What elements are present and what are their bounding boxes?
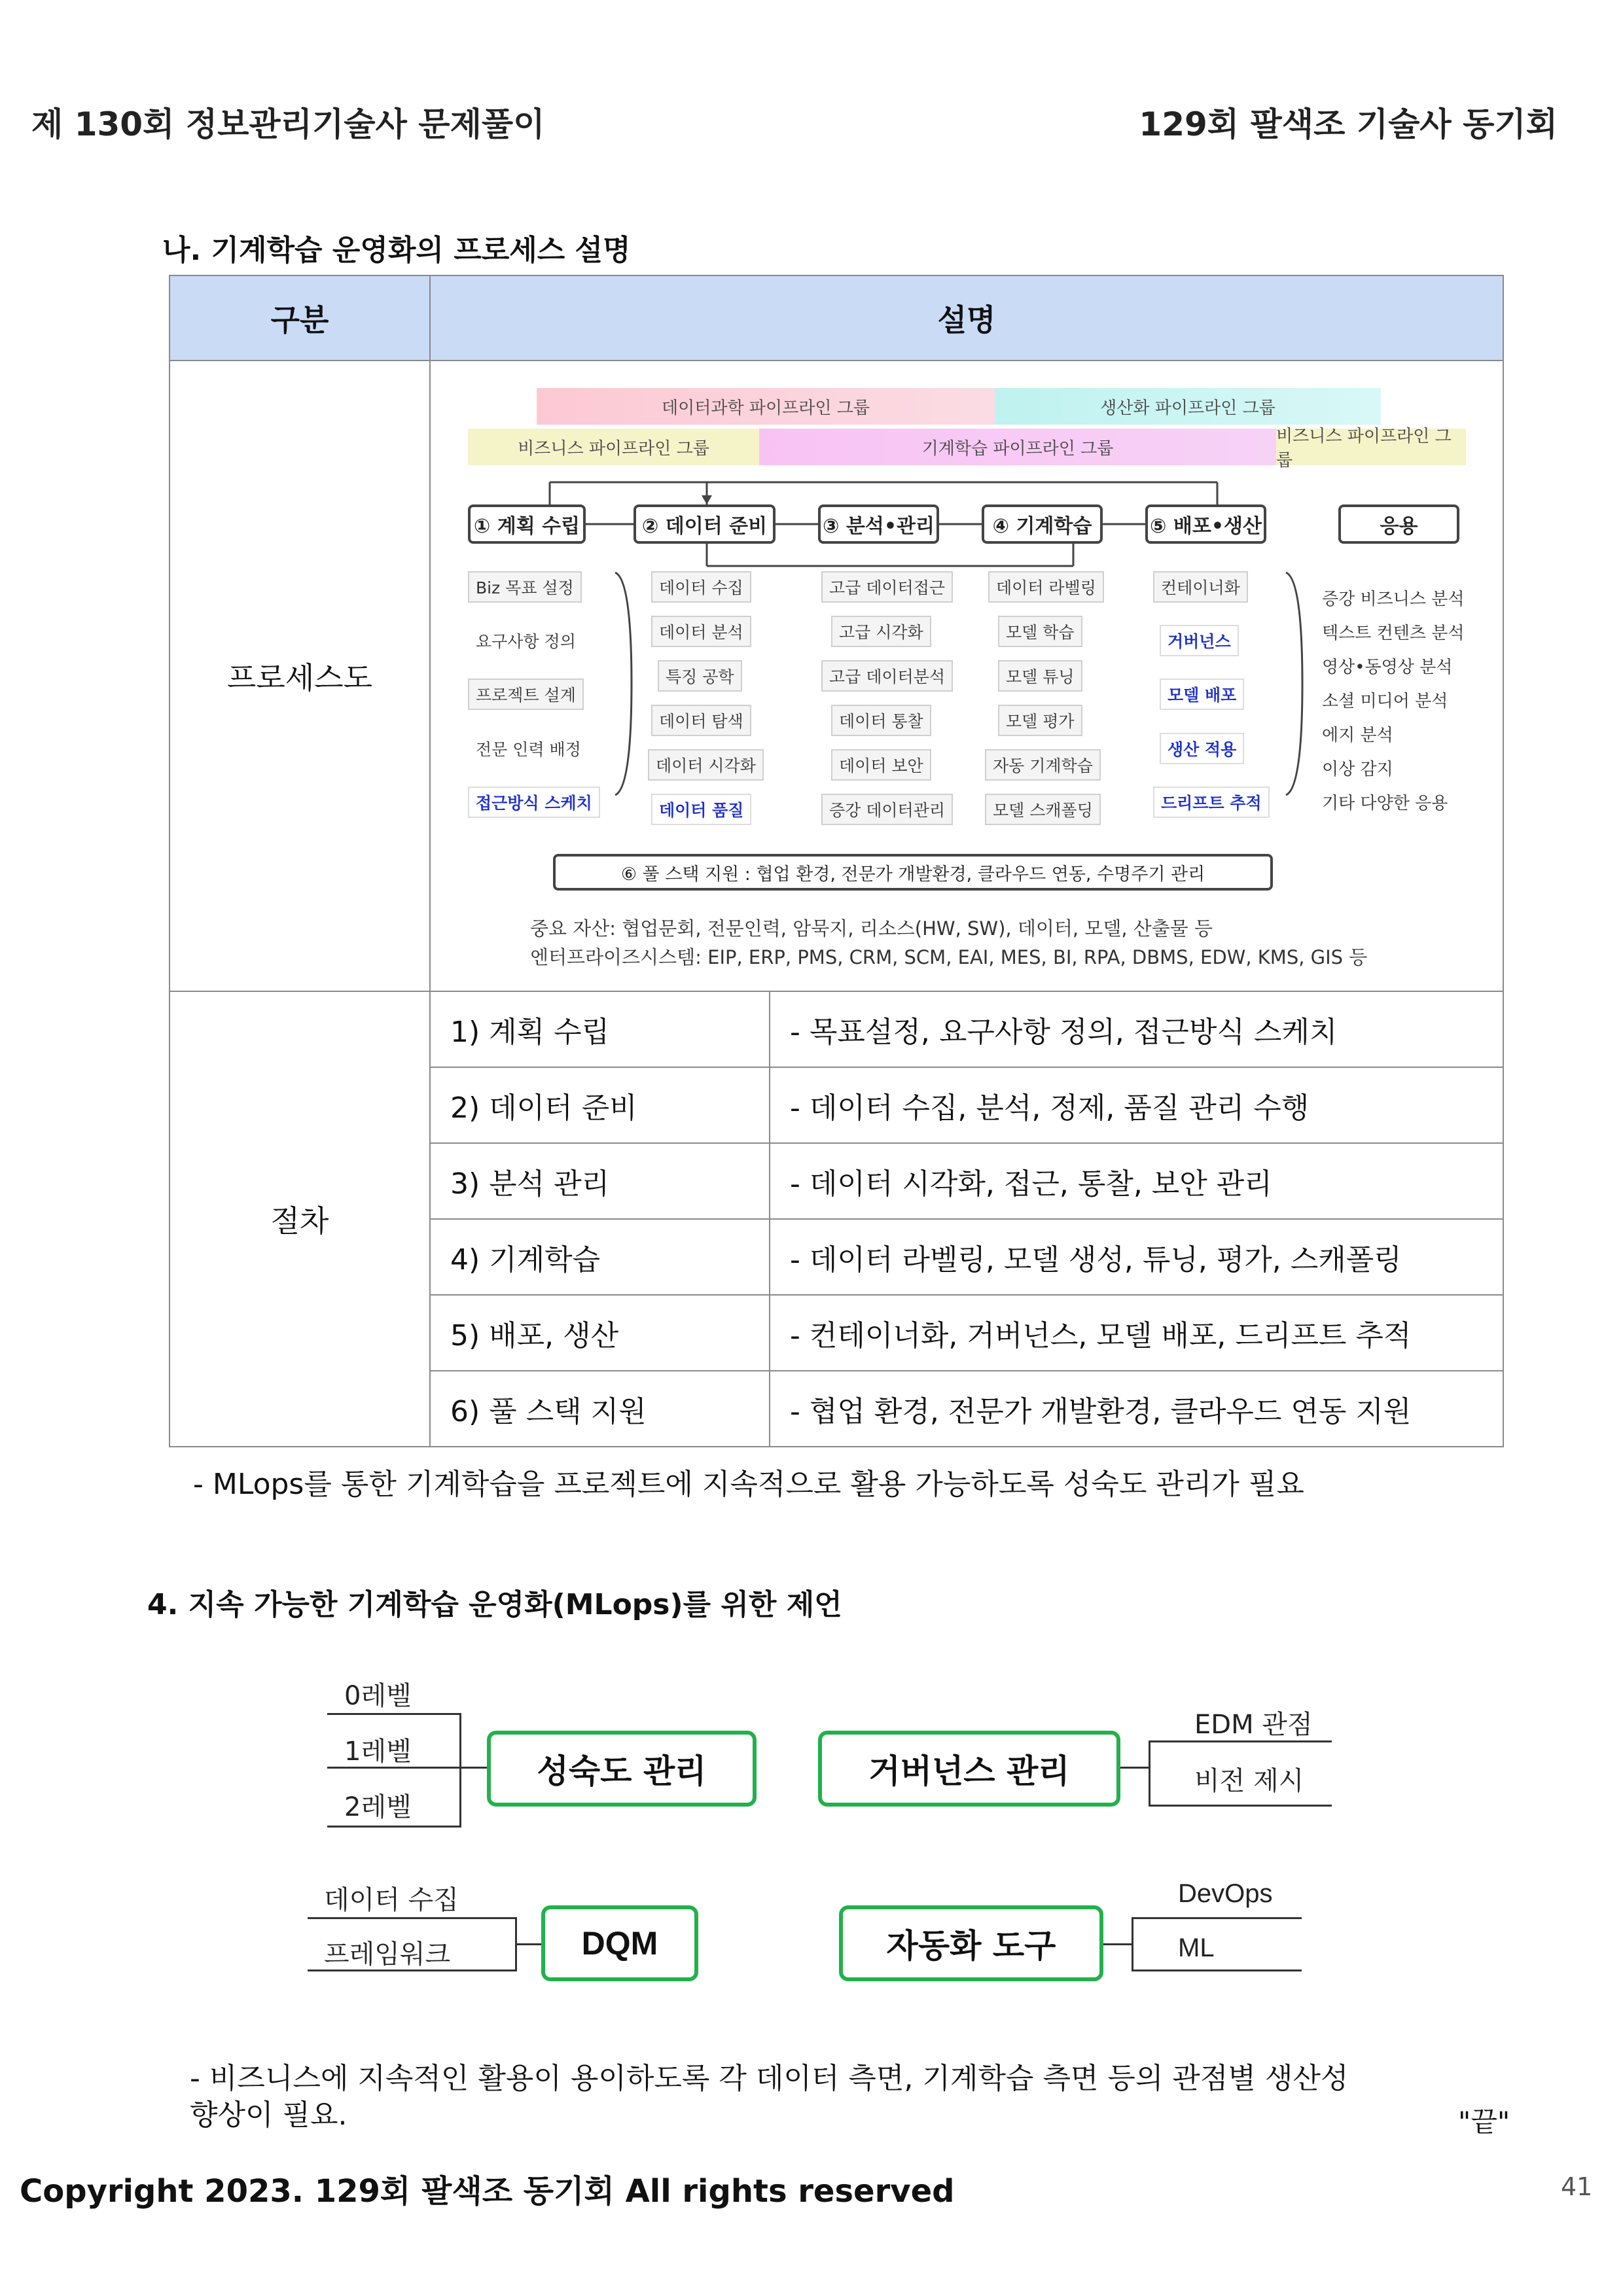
band-business-right: 비즈니스 파이프라인 그룹 [1276,429,1466,465]
connector-line [515,1943,541,1945]
app-edge: 에지 분석 [1322,726,1393,745]
note-maturity: - MLops를 통한 기계학습을 프로젝트에 지속적으로 활용 가능하도록 성숙도 관리가 필요 [193,1468,1304,1501]
table-header-row [169,275,1503,361]
desc-cell: - 협업 환경, 전문가 개발환경, 클라우드 연동 지원 [770,1371,1503,1447]
phase-deploy: ⑤ 배포•생산 [1145,504,1266,544]
page-number: 41 [1561,2172,1593,2201]
item-data-security: 데이터 보안 [831,749,931,781]
divider-line [327,1826,461,1828]
divider-line [1132,1969,1302,1971]
desc-cell: - 데이터 시각화, 접근, 통찰, 보안 관리 [770,1143,1503,1219]
gov-item-vision: 비전 제시 [1194,1766,1304,1796]
divider-line [308,1969,517,1971]
footer-copyright: Copyright 2023. 129회 팔색조 동기회 All rights reserved [20,2173,955,2210]
level-1: 1레벨 [344,1737,412,1767]
band-production: 생산화 파이프라인 그룹 [995,388,1381,425]
phase-data-prep: ② 데이터 준비 [633,504,776,544]
maturity-management-box: 성숙도 관리 [487,1731,757,1807]
divider-line [1149,1805,1332,1807]
col-header-description: 설명 [430,275,1503,361]
procedure-label: 절차 [169,991,430,1447]
item-model-tuning: 모델 튜닝 [998,660,1082,692]
connector-line [459,1767,487,1769]
phase-ml: ④ 기계학습 [982,504,1103,544]
level-0: 0레벨 [344,1681,412,1711]
item-governance: 거버넌스 [1160,625,1239,656]
item-data-labeling: 데이터 라벨링 [988,571,1104,603]
item-data-insight: 데이터 통찰 [831,705,931,736]
process-label: 프로세스도 [169,361,430,991]
table-row [169,991,1503,1067]
desc-cell: - 데이터 수집, 분석, 정제, 품질 관리 수행 [770,1067,1503,1143]
item-model-evaluation: 모델 평가 [998,705,1082,736]
governance-management-box: 거버넌스 관리 [818,1731,1120,1807]
auto-item-devops: DevOps [1178,1879,1273,1908]
level-2: 2레벨 [344,1792,412,1822]
bracket-line [1132,1917,1133,1971]
item-model-scaffolding: 모델 스캐폴딩 [985,794,1101,825]
item-approach-sketch: 접근방식 스케치 [468,786,600,818]
dqm-box: DQM [541,1905,698,1981]
item-advanced-access: 고급 데이터접근 [821,571,953,603]
fullstack-bar: ⑥ 풀 스택 지원 : 협업 환경, 전문가 개발환경, 클라우드 연동, 수명주기 관리 [553,854,1273,891]
app-anomaly: 이상 감지 [1322,760,1393,779]
app-other: 기타 다양한 응용 [1322,794,1448,813]
end-mark: "끝" [1458,2106,1510,2138]
auto-item-ml: ML [1178,1934,1215,1962]
step-cell: 2) 데이터 준비 [430,1067,770,1143]
enterprise-line: 엔터프라이즈시스템: EIP, ERP, PMS, CRM, SCM, EAI, MES, BI, RPA, DBMS, EDW, KMS, GIS 등 [530,946,1368,968]
item-containerization: 컨테이너화 [1153,571,1248,603]
app-augmented-biz: 증강 비즈니스 분석 [1322,590,1465,609]
col-header-category: 구분 [169,275,430,361]
note-productivity-line1: - 비즈니스에 지속적인 활용이 용이하도록 각 데이터 측면, 기계학습 측면 등의 관점별 생산성 [190,2062,1349,2095]
item-production-apply: 생산 적용 [1160,733,1244,764]
step-cell: 6) 풀 스택 지원 [430,1371,770,1447]
divider-line [327,1767,461,1769]
process-diagram [425,370,1465,985]
section-title: 나. 기계학습 운영화의 프로세스 설명 [162,234,631,267]
desc-cell: - 목표설정, 요구사항 정의, 접근방식 스케치 [770,991,1503,1067]
divider-line [308,1917,517,1919]
app-text-content: 텍스트 컨텐츠 분석 [1322,624,1465,643]
divider-line [1132,1917,1302,1919]
bracket-line [1149,1740,1150,1806]
dqm-item-collection: 데이터 수집 [324,1885,459,1915]
assets-line: 중요 자산: 협업문회, 전문인력, 암묵지, 리소스(HW, SW), 데이터, 모델, 산출물 등 [530,917,1213,940]
desc-cell: - 데이터 라벨링, 모델 생성, 튜닝, 평가, 스캐폴링 [770,1219,1503,1295]
item-augmented-data-mgmt: 증강 데이터관리 [821,794,953,825]
step-cell: 5) 배포, 생산 [430,1295,770,1371]
header-left: 제 130회 정보관리기술사 문제풀이 [31,105,545,143]
phase-application: 응용 [1338,504,1459,544]
phase-plan: ① 계획 수립 [468,504,586,544]
item-data-quality: 데이터 품질 [651,794,751,825]
bracket-line [459,1713,461,1828]
item-feature-engineering: 특징 공학 [658,660,742,692]
item-biz-goal: Biz 목표 설정 [468,571,582,603]
item-data-visualization: 데이터 시각화 [648,749,764,781]
item-project-design: 프로젝트 설계 [468,679,584,710]
item-model-deployment: 모델 배포 [1160,679,1244,710]
gov-item-edm: EDM 관점 [1194,1710,1313,1740]
item-model-training: 모델 학습 [998,616,1082,647]
item-automl: 자동 기계학습 [985,749,1101,781]
item-data-collection: 데이터 수집 [651,571,751,603]
item-advanced-analysis: 고급 데이터분석 [821,660,953,692]
step-cell: 4) 기계학습 [430,1219,770,1295]
phase-analysis: ③ 분석•관리 [818,504,939,544]
item-drift-tracking: 드리프트 추적 [1153,786,1270,818]
connector-line [1120,1767,1150,1769]
desc-cell: - 컨테이너화, 거버넌스, 모델 배포, 드리프트 추적 [770,1295,1503,1371]
dqm-item-framework: 프레임워크 [324,1939,451,1969]
band-business-left: 비즈니스 파이프라인 그룹 [468,429,759,465]
automation-tool-box: 자동화 도구 [839,1905,1103,1981]
step-cell: 3) 분석 관리 [430,1143,770,1219]
item-staffing: 전문 인력 배정 [468,733,589,764]
header-right: 129회 팔색조 기술사 동기회 [1139,105,1558,143]
app-video: 영상•동영상 분석 [1322,658,1453,677]
section4-title: 4. 지속 가능한 기계학습 운영화(MLops)를 위한 제언 [147,1588,842,1621]
app-social-media: 소셜 미디어 분석 [1322,692,1448,711]
item-requirements: 요구사항 정의 [468,625,584,656]
step-cell: 1) 계획 수립 [430,991,770,1067]
band-machine-learning: 기계학습 파이프라인 그룹 [759,429,1276,465]
item-data-analysis: 데이터 분석 [651,616,751,647]
connector-line [1103,1943,1133,1945]
item-data-exploration: 데이터 탐색 [651,705,751,736]
item-advanced-visualization: 고급 시각화 [831,616,931,647]
note-productivity-line2: 향상이 필요. [190,2098,348,2132]
band-data-science: 데이터과학 파이프라인 그룹 [537,388,995,425]
divider-line [327,1713,461,1715]
